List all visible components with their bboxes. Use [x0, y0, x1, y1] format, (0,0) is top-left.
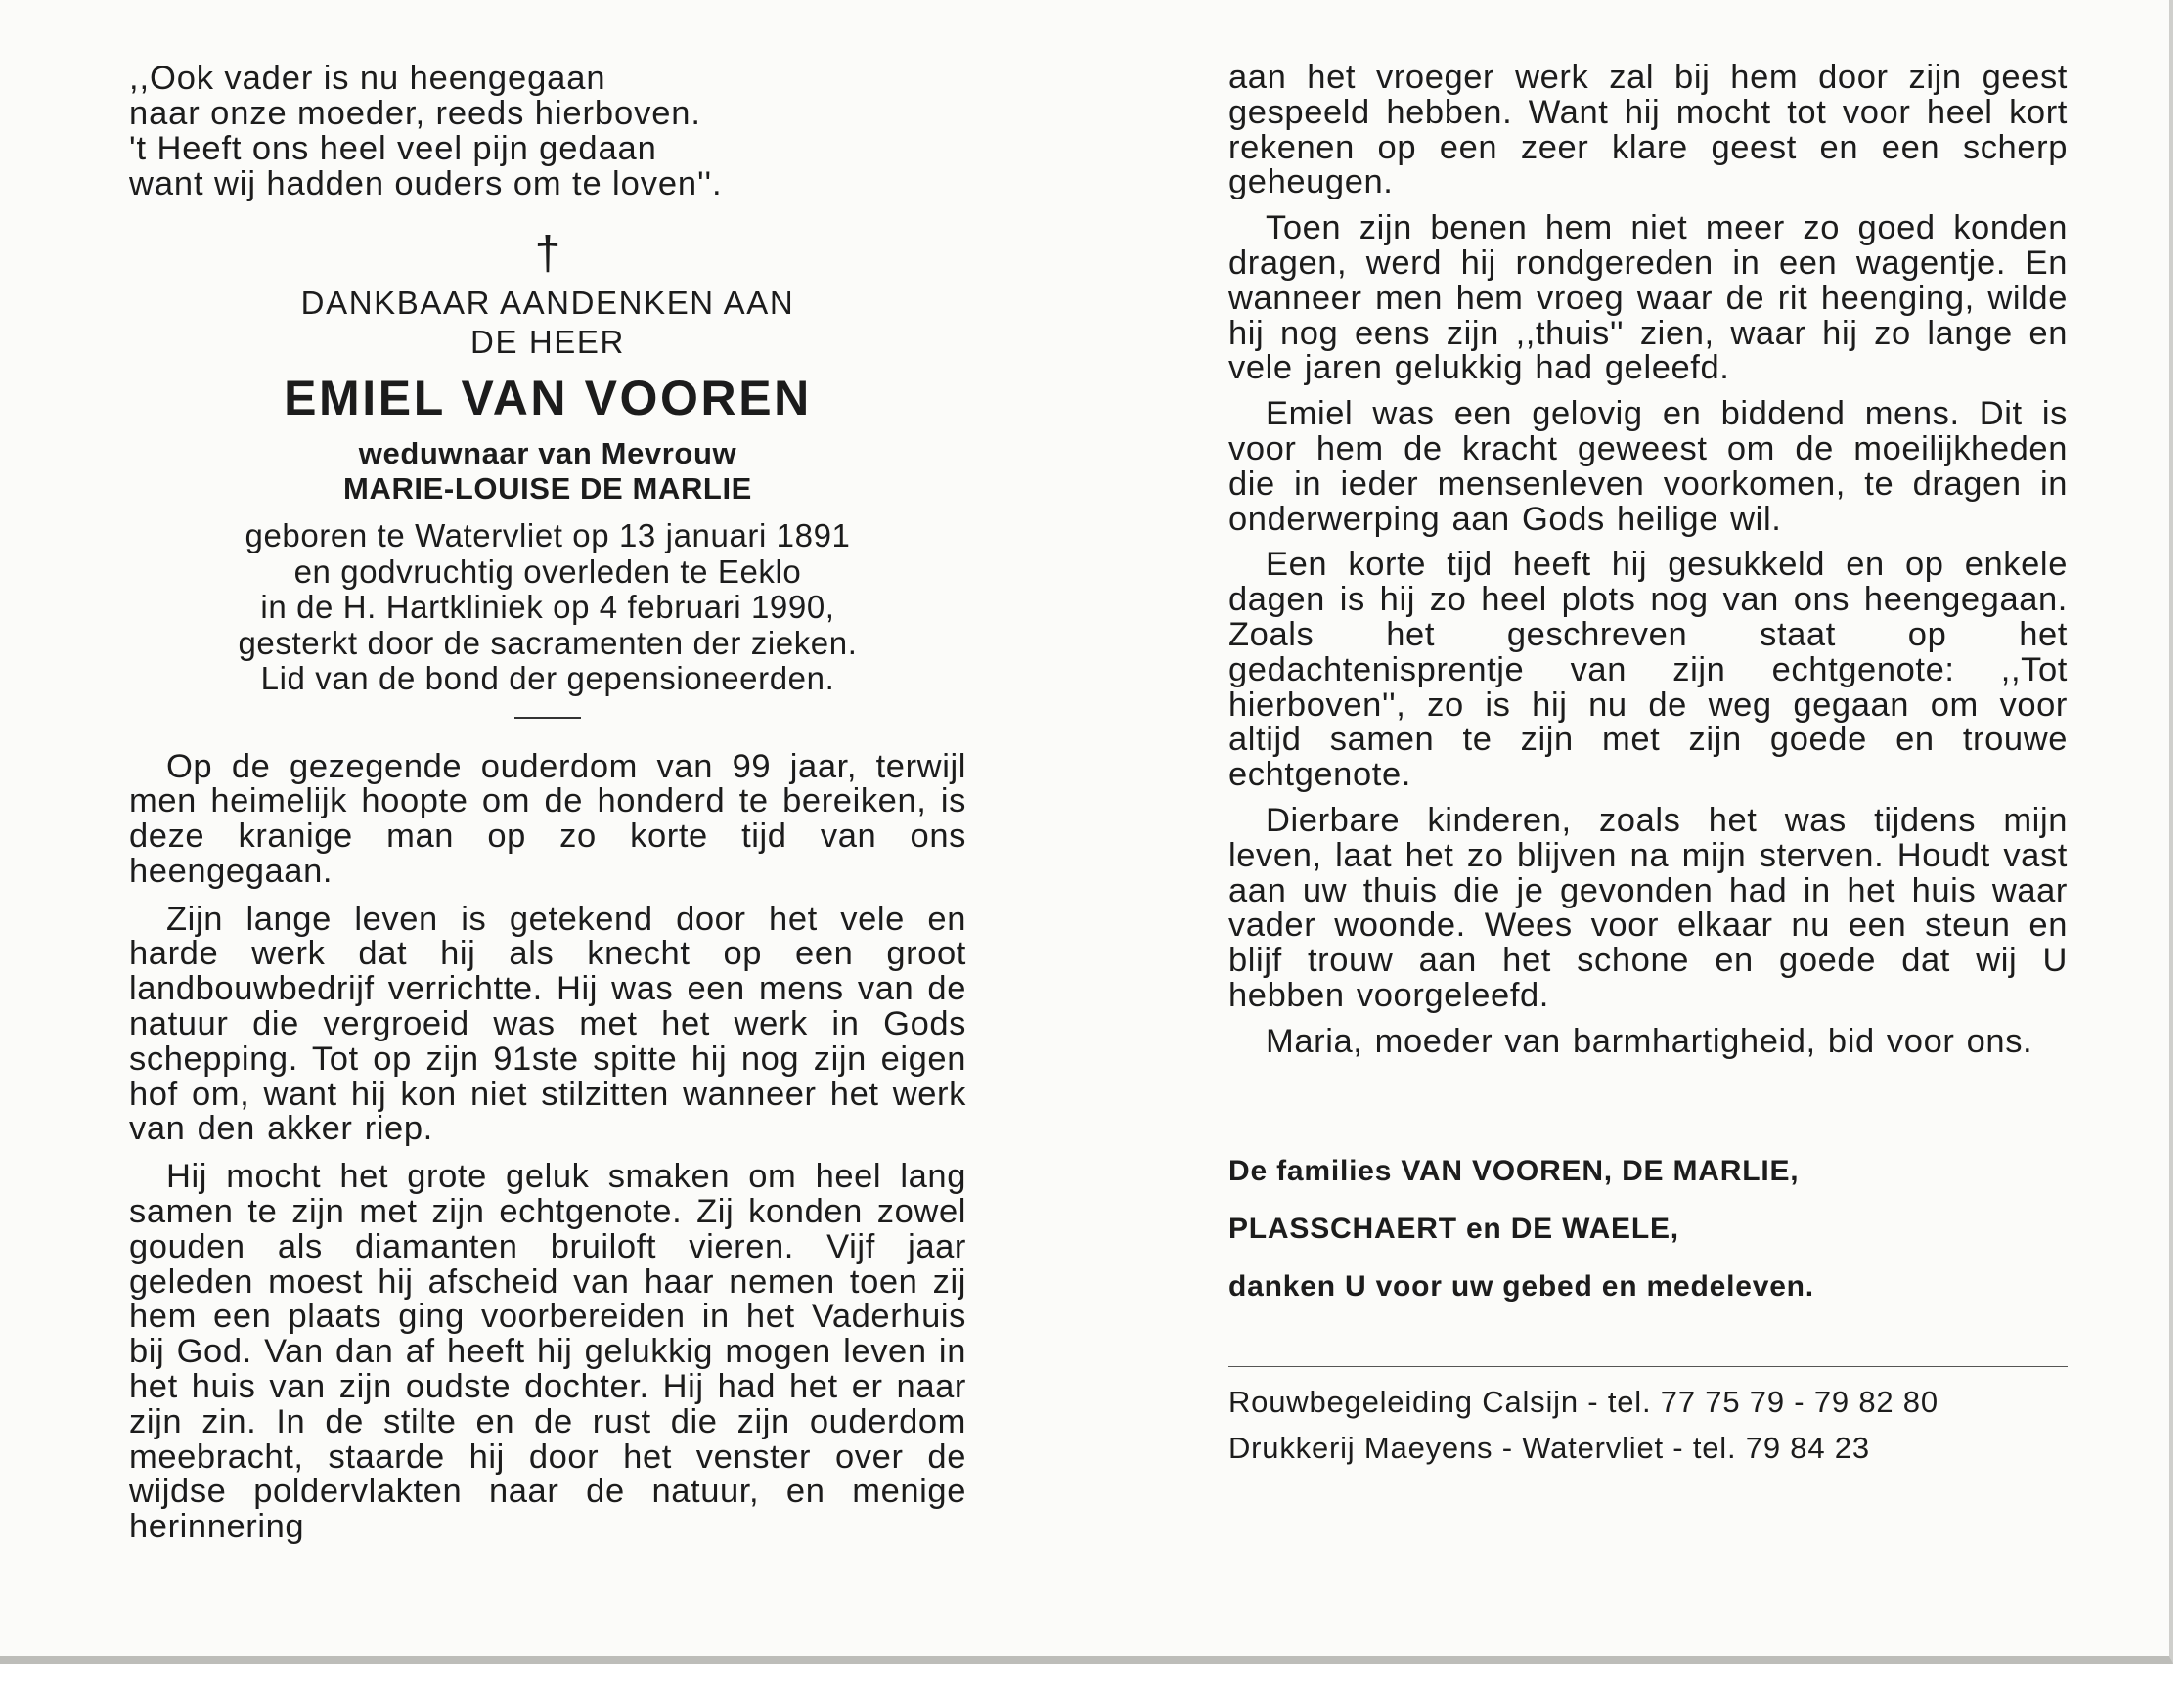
paragraph: Een korte tijd heeft hij gesukkeld en op enkele dagen is hij zo heel plots nog van ons heengegaan. Zoals het geschreven staat op het gedachtenisprentje van zijn echtgenote: ,,Tot hierboven'', zo is hij nu de weg gegaan om voor altijd samen te zijn met zijn goede en trouwe echtgenote. — [1228, 546, 2068, 794]
paragraph: Maria, moeder van barmhartigheid, bid voor ons. — [1266, 1022, 2033, 1060]
widow-line: weduwnaar van Mevrouw — [358, 436, 737, 470]
poem-line: 't Heeft ons heel veel pijn gedaan — [129, 130, 657, 167]
fact-line: en godvruchtig overleden te Eeklo — [293, 553, 802, 590]
spouse-name: MARIE-LOUISE DE MARLIE — [343, 471, 752, 506]
printer-credits — [1228, 1379, 2068, 1471]
paragraph: Emiel was een gelovig en biddend mens. Dit is voor hem de kracht geweest om de moeilijkheden die in ieder mensenleven voorkomen, te dragen in onderwerping aan Gods heilige wil. — [1228, 395, 2068, 538]
deceased-name: EMIEL VAN VOOREN — [284, 371, 812, 425]
printer-line: Drukkerij Maeyens - Watervliet - tel. 79 84 23 — [1228, 1430, 1870, 1465]
divider — [1228, 1366, 2068, 1367]
right-body-text — [1228, 61, 2068, 1060]
thanks-line: danken U voor uw gebed en medeleven. — [1228, 1269, 1814, 1303]
cross-icon: † — [534, 228, 561, 280]
left-body-text — [129, 747, 966, 1546]
funeral-service-line: Rouwbegeleiding Calsijn - tel. 77 75 79 - 79 82 80 — [1228, 1384, 1939, 1419]
paragraph: Op de gezegende ouderdom van 99 jaar, terwijl men heimelijk hoopte om de honderd te bereiken, is deze kranige man op zo korte tijd van ons heengegaan. — [129, 747, 966, 890]
divider — [514, 717, 581, 719]
dedication-line: DANKBAAR AANDENKEN AAN — [300, 285, 795, 321]
paragraph: Dierbare kinderen, zoals het was tijdens mijn leven, laat het zo blijven na mijn sterven. Houdt vast aan uw thuis die je gevonden had in het huis waar vader woonde. Wees voor elkaar nu een steun en blijf trouw aan het schone en goede dat wij U hebben voorgeleefd. — [1228, 801, 2068, 1014]
poem — [129, 61, 966, 201]
fact-line: gesterkt door de sacramenten der zieken. — [238, 624, 858, 661]
title-line: DE HEER — [470, 324, 625, 360]
fact-line: in de H. Hartkliniek op 4 februari 1990, — [260, 589, 835, 625]
families-line: De families VAN VOOREN, DE MARLIE, — [1228, 1154, 1800, 1187]
life-facts — [129, 518, 966, 697]
dedication-heading — [129, 284, 966, 507]
paragraph: Toen zijn benen hem niet meer zo goed konden dragen, werd hij rondgereden in een wagentje. En wanneer men hem vroeg waar de rit heenging, wilde hij nog eens zijn ,,thuis'' zien, waar hij zo lange en vele jaren gelukkig had geleefd. — [1228, 209, 2068, 387]
paragraph: Zijn lange leven is getekend door het vele en harde werk dat hij als knecht op een groot landbouwbedrijf verrichtte. Hij was een mens van de natuur die vergroeid was met het werk in Gods schepping. Tot op zijn 91ste spitte hij nog zijn eigen hof om, want hij kon niet stilzitten wanneer het werk van den akker riep. — [129, 900, 966, 1148]
poem-line: naar onze moeder, reeds hierboven. — [129, 95, 701, 132]
fact-line: Lid van de bond der gepensioneerden. — [260, 660, 835, 696]
poem-line: want wij hadden ouders om te loven''. — [129, 165, 723, 202]
paragraph: Hij mocht het grote geluk smaken om heel lang samen te zijn met zijn echtgenote. Zij konden zowel gouden als diamanten bruiloft vieren. Vijf jaar geleden moest hij afscheid van haar nemen toen zij hem een plaats ging voorbereiden in het Vaderhuis bij God. Van dan af heeft hij gelukkig mogen leven in het huis van zijn oudste dochter. Hij had het er naar zijn zin. In de stilte en de rust die zijn ouderdom meebracht, staarde hij door het venster over de wijdse poldervlakten naar de natuur, en menige herinnering — [129, 1158, 966, 1546]
fact-line: geboren te Watervliet op 13 januari 1891 — [245, 517, 851, 553]
families-line: PLASSCHAERT en DE WAELE, — [1228, 1212, 1679, 1245]
paragraph: aan het vroeger werk zal bij hem door zijn geest gespeeld hebben. Want hij mocht tot voor heel kort rekenen op een zeer klare geest en een scherp geheugen. — [1228, 59, 2068, 201]
right-page — [1228, 61, 2068, 1471]
poem-line: ,,Ook vader is nu heengegaan — [129, 60, 606, 97]
family-thanks — [1228, 1142, 2068, 1315]
left-page — [129, 61, 966, 1558]
